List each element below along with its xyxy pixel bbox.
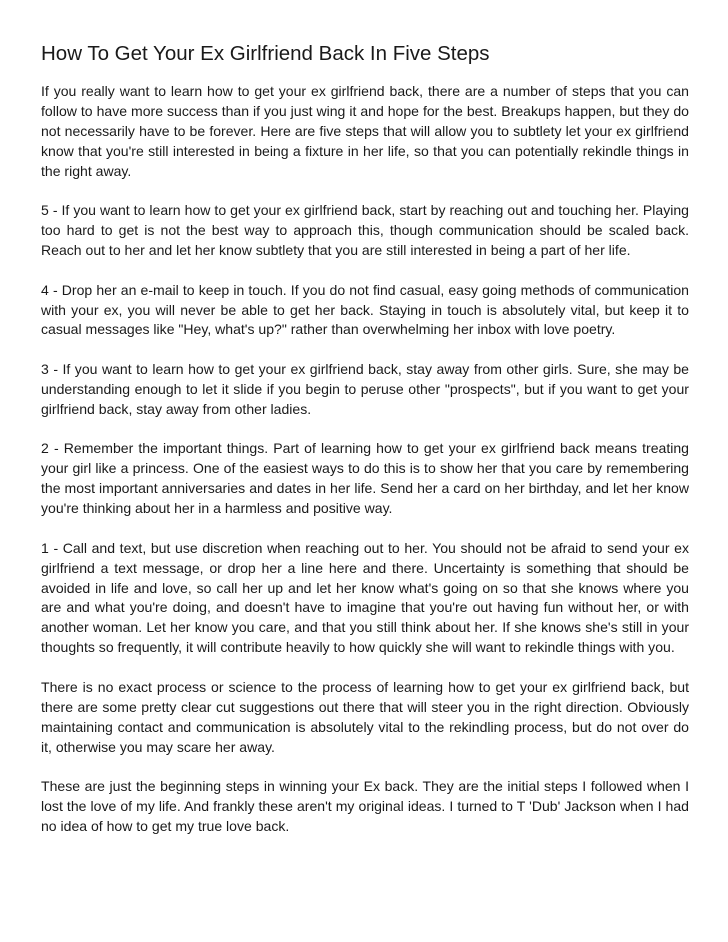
paragraph-step-2: 2 - Remember the important things. Part of learning how to get your ex girlfriend back means treating your girl like a princess. One of the easiest ways to do this is to show her that you care by remembering the most important anniversaries and dates in her life. Send her a card on her birthday, and let her know you're thinking about her in a harmless and positive way.	[41, 440, 689, 517]
paragraph-summary: There is no exact process or science to the process of learning how to get your ex girlfriend back, but there are some pretty clear cut suggestions out there that will steer you in the right direction. Obviously maintaining contact and communication is absolutely vital to the rekindling process, but do not over do it, otherwise you may scare her away.	[41, 678, 689, 755]
paragraph-step-4: 4 - Drop her an e-mail to keep in touch. If you do not find casual, easy going methods of communication with your ex, you will never be able to get her back. Staying in touch is absolutely vital, but keep it to casual messages like "Hey, what's up?" rather than overwhelming her inbox with love poetry.	[41, 281, 689, 338]
document-title: How To Get Your Ex Girlfriend Back In Five Steps	[41, 42, 490, 65]
document-page	[41, 40, 689, 857]
paragraph-step-3: 3 - If you want to learn how to get your ex girlfriend back, stay away from other girls. Sure, she may be understanding enough to let it slide if you begin to peruse other "prospects", but if you want to get your girlfriend back, stay away from other ladies.	[41, 361, 689, 417]
paragraph-closing: These are just the beginning steps in winning your Ex back. They are the initial steps I followed when I lost the love of my life. And frankly these aren't my original ideas. I turned to T 'Dub' Jackson when I had no idea of how to get my true love back.	[41, 778, 689, 834]
paragraph-step-1: 1 - Call and text, but use discretion when reaching out to her. You should not be afraid to send your ex girlfriend a text message, or drop her a line here and there. Uncertainty is something that should be avoided in life and love, so call her up and let her know what's going on so that she knows where you are and what you're doing, and doesn't have to imagine that you're out having fun without her, or with another woman. Let her know you care, and that you still think about her. If she knows she's still in your thoughts so frequently, it will contribute heavily to how quickly she will want to rekindle things with you.	[41, 539, 689, 656]
paragraph-intro: If you really want to learn how to get your ex girlfriend back, there are a number of steps that you can follow to have more success than if you just wing it and hope for the best. Breakups happen, but they do not necessarily have to be forever. Here are five steps that will allow you to subtlety let your ex girlfriend know that you're still interested in being a fixture in her life, so that you can potentially rekindle things in the right away.	[41, 83, 689, 179]
paragraph-step-5: 5 - If you want to learn how to get your ex girlfriend back, start by reaching out and touching her. Playing too hard to get is not the best way to approach this, though communication should be scaled back. Reach out to her and let her know subtlety that you are still interested in being a part of her life.	[41, 202, 689, 259]
